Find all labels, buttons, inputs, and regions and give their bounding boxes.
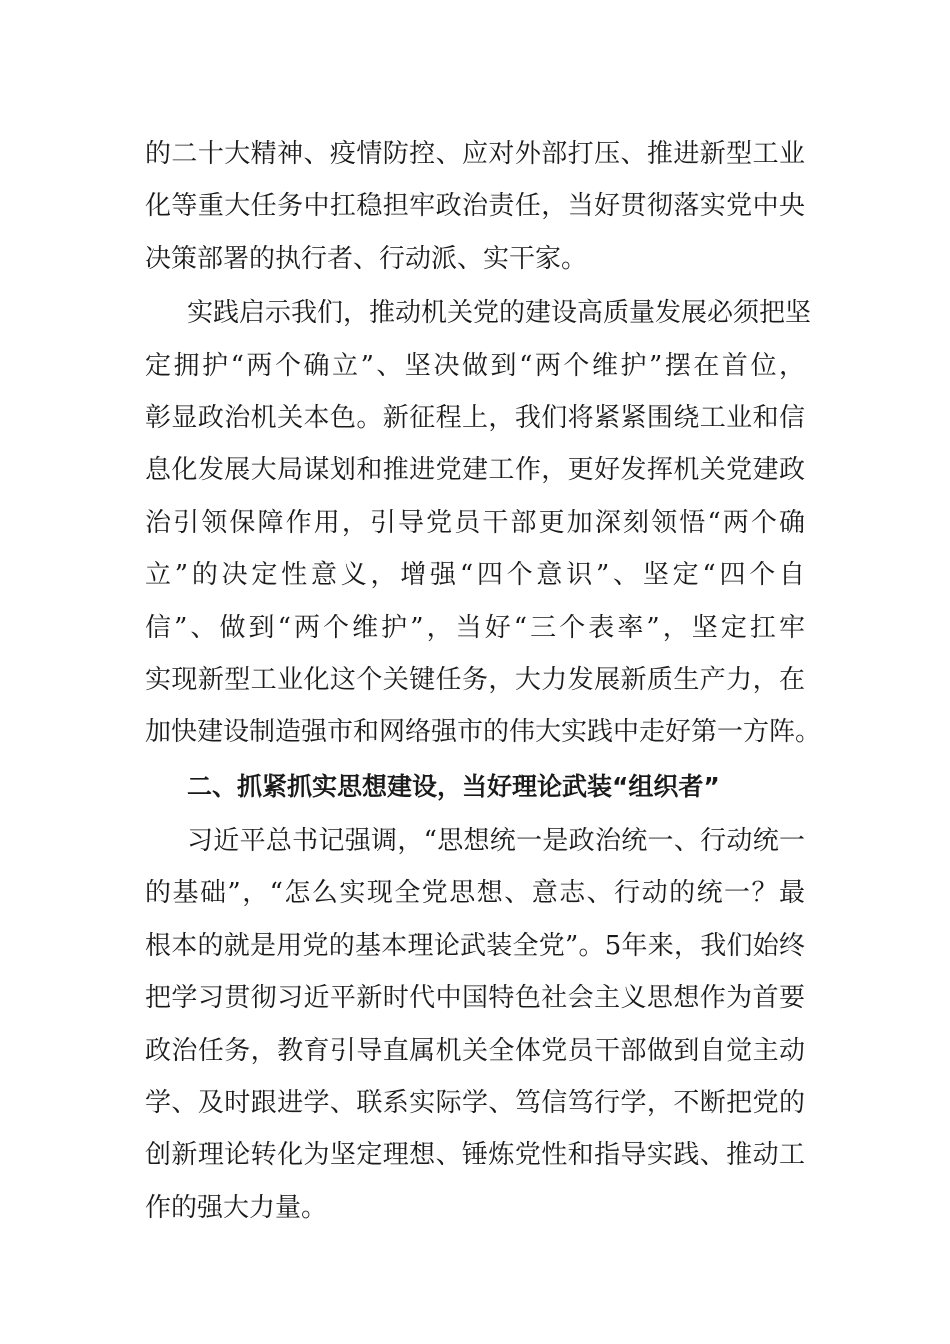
text-line: 的基础”，“怎么实现全党思想、意志、行动的统一？最 (145, 878, 805, 909)
text-line: 治引领保障作用，引导党员干部更加深刻领悟“两个确 (145, 507, 805, 538)
document-page (145, 128, 822, 1234)
text-line: 实现新型工业化这个关键任务，大力发展新质生产力，在 (145, 664, 805, 695)
paragraph-practice-insight (145, 287, 822, 759)
text-line: 加快建设制造强市和网络强市的伟大实践中走好第一方阵。 (145, 717, 822, 748)
paragraph-continuation (145, 128, 805, 285)
text-line: 息化发展大局谋划和推进党建工作，更好发挥机关党建政 (145, 455, 805, 486)
section-heading: 二、抓紧抓实思想建设，当好理论武装“组织者” (187, 771, 720, 801)
text-line: 实践启示我们，推动机关党的建设高质量发展必须把坚 (187, 298, 812, 329)
text-line: 根本的就是用党的基本理论武装全党”。5年来，我们始终 (145, 930, 805, 961)
text-line: 决策部署的执行者、行动派、实干家。 (145, 243, 588, 274)
text-line: 立”的决定性意义，增强“四个意识”、坚定“四个自 (145, 560, 805, 591)
text-line: 政治任务，教育引导直属机关全体党员干部做到自觉主动 (145, 1035, 805, 1066)
text-line: 化等重大任务中扛稳担牢政治责任，当好贯彻落实党中央 (145, 191, 805, 222)
paragraph-theory-armament (145, 815, 805, 1234)
text-line: 彰显政治机关本色。新征程上，我们将紧紧围绕工业和信 (145, 402, 805, 433)
text-line: 习近平总书记强调，“思想统一是政治统一、行动统一 (187, 826, 805, 857)
text-line: 作的强大力量。 (145, 1192, 328, 1223)
text-line: 创新理论转化为坚定理想、锤炼党性和指导实践、推动工 (145, 1140, 805, 1171)
text-line: 定拥护“两个确立”、坚决做到“两个维护”摆在首位， (145, 350, 805, 381)
text-line: 信”、做到“两个维护”，当好“三个表率”，坚定扛牢 (145, 612, 805, 643)
text-line: 学、及时跟进学、联系实际学、笃信笃行学，不断把党的 (145, 1088, 805, 1119)
text-line: 把学习贯彻习近平新时代中国特色社会主义思想作为首要 (145, 983, 805, 1014)
text-line: 的二十大精神、疫情防控、应对外部打压、推进新型工业 (145, 139, 805, 169)
